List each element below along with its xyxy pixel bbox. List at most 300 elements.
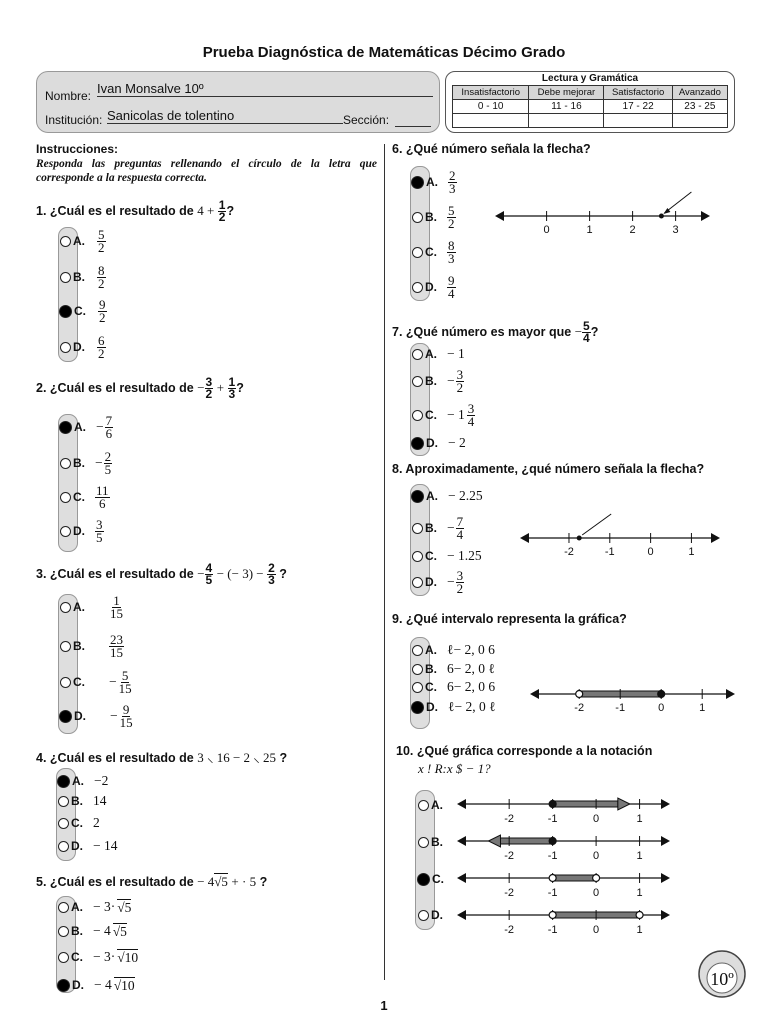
score-cell[interactable] [604,114,672,128]
numerator: 8 [98,262,105,278]
denominator: 15 [119,714,133,730]
denominator: 2 [448,215,455,231]
option-radical: √10 [117,949,139,965]
tick-label: 1 [688,546,695,558]
option-letter: B. [425,210,437,224]
option-letter: D. [72,978,84,992]
answer-option[interactable] [412,202,456,231]
question-4 [36,748,287,766]
numerator: 9 [99,296,106,312]
answer-bubble[interactable] [412,682,423,693]
option-sign: − [109,674,117,689]
answer-bubble[interactable] [60,342,71,353]
answer-option[interactable] [60,412,113,441]
option-value [447,366,464,395]
question-10-notation [418,761,491,777]
answer-option[interactable] [412,513,464,542]
option-coefficient: − 3· [93,899,116,914]
math-sign: − [574,323,583,339]
option-number: ℓ− 2, 0 ℓ [448,699,496,714]
denominator: 3 [448,250,455,266]
interval-endpoint [593,875,600,882]
tick-label: -1 [547,813,558,825]
tick-label: -1 [547,887,558,899]
option-letter: B. [425,374,437,388]
option-letter: B. [425,521,437,535]
answer-option[interactable] [60,516,104,545]
answer-option[interactable] [418,905,453,925]
answer-option[interactable] [418,869,454,889]
option-fraction [118,667,133,696]
option-value [96,412,113,441]
axis-arrow-left [457,836,466,846]
interval-endpoint [549,838,556,845]
option-value [447,272,456,301]
answer-bubble[interactable] [411,701,424,714]
option-letter: C. [425,245,437,259]
question-suffix: ? [279,566,287,581]
option-value [95,482,110,511]
answer-option[interactable] [412,697,496,717]
option-letter: D. [425,575,437,589]
numerator: 3 [467,400,475,416]
axis-arrow-right [726,689,735,699]
answer-option[interactable] [60,226,106,255]
answer-option[interactable] [412,677,495,697]
radicand: 5 [120,923,127,939]
option-letter: A. [73,234,85,248]
numerator: 23 [110,631,123,647]
option-letter: C. [425,680,437,694]
answer-bubble[interactable] [417,873,430,886]
answer-option[interactable] [58,771,108,791]
interval-band [553,875,596,881]
option-letter: D. [73,524,85,538]
option-letter: B. [73,456,85,470]
option-value [447,400,475,429]
page-number: 1 [380,998,388,1013]
option-coefficient: − 4 [94,977,112,992]
answer-option[interactable] [58,897,131,917]
answer-bubble[interactable] [60,236,71,247]
denominator: 3 [228,387,236,401]
answer-bubble[interactable] [412,664,423,675]
option-letter: D. [71,839,83,853]
answer-bubble[interactable] [60,677,71,688]
option-number: ℓ− 2, 0 6 [447,642,495,657]
tick-label: 1 [636,813,643,825]
tick-label: -2 [504,924,515,936]
option-value [447,661,495,677]
math-expression: 4 + [197,202,215,218]
answer-bubble[interactable] [59,305,72,318]
tick-label: 0 [593,887,600,899]
answer-option[interactable] [60,592,124,621]
option-number: 2 [93,815,100,830]
option-fraction [97,332,106,361]
option-letter: D. [426,700,438,714]
answer-bubble[interactable] [412,645,423,656]
answer-bubble[interactable] [58,818,69,829]
numerator: 9 [448,272,455,288]
answer-bubble[interactable] [59,421,72,434]
answer-bubble[interactable] [411,437,424,450]
numerator: 5 [448,202,455,218]
answer-option[interactable] [58,791,107,811]
option-fraction [97,262,106,291]
answer-bubble[interactable] [58,841,69,852]
math-expression: 3 ⸜ 16 − 2 ⸜ 25 [197,750,277,765]
option-value [447,642,495,658]
option-value [447,346,465,362]
answer-bubble[interactable] [58,926,69,937]
option-letter: C. [73,675,85,689]
option-fraction [109,592,124,621]
answer-option[interactable] [412,167,457,196]
question-text: 7. ¿Qué número es mayor que [392,324,572,339]
option-value [98,296,107,325]
numerator: 4 [205,561,213,575]
option-number: − 1 [447,346,465,361]
answer-option[interactable] [60,296,107,325]
option-value [447,567,464,596]
numerator: 1 [218,198,226,212]
option-fraction [105,412,114,441]
option-fraction [456,567,465,596]
score-table-title: Lectura y Gramática [541,73,639,84]
score-range: 0 - 10 [453,100,529,114]
option-letter: A. [74,420,86,434]
question-suffix: ? [226,203,235,218]
tick-label: -2 [504,887,515,899]
interval-endpoint [636,912,643,919]
question-text: 3. ¿Cuál es el resultado de [36,566,194,581]
axis-arrow-left [457,873,466,883]
denominator: 5 [104,461,112,477]
option-fraction [95,482,110,511]
math-sign: − [197,379,205,395]
axis-arrow-right [661,836,670,846]
numerator: 2 [449,167,456,183]
option-letter: C. [432,872,444,886]
numerator: 2 [104,448,112,464]
numerator: 5 [583,319,590,333]
question-suffix: ? [590,324,599,339]
tick-label: 0 [658,702,665,714]
number-line-q6 [490,186,715,241]
tick-label: 0 [593,924,600,936]
option-letter: A. [426,175,438,189]
tick-label: 1 [699,702,706,714]
answer-bubble[interactable] [418,800,429,811]
answer-bubble[interactable] [58,796,69,807]
score-grid [452,85,728,128]
answer-bubble[interactable] [412,349,423,360]
answer-option[interactable] [412,567,464,596]
answer-bubble[interactable] [412,282,423,293]
score-cell[interactable] [453,114,529,128]
option-letter: D. [425,280,437,294]
answer-option[interactable] [60,262,106,291]
answer-option[interactable] [412,344,465,364]
section-field[interactable] [395,112,431,127]
option-letter: A. [431,798,443,812]
numerator: 1 [113,592,120,608]
answer-option[interactable] [418,795,453,815]
option-fraction [447,272,456,301]
answer-option[interactable] [58,836,118,856]
question-text: 4. ¿Cuál es el resultado de [36,751,194,765]
answer-bubble[interactable] [60,272,71,283]
answer-bubble[interactable] [60,458,71,469]
option-letter: D. [426,436,438,450]
axis-arrow-left [530,689,539,699]
interval-endpoint [549,801,556,808]
institution-field[interactable]: Sanicolas de tolentino [107,108,343,124]
option-letter: C. [73,490,85,504]
interval-band [553,801,618,807]
answer-option[interactable] [58,921,127,941]
option-letter: A. [73,600,85,614]
numerator: 5 [121,667,129,683]
option-radical: √5 [117,899,132,915]
numerator: 3 [456,567,464,583]
numerator: 3 [96,516,103,532]
numerator: 9 [122,701,130,717]
answer-option[interactable] [412,659,495,679]
tick-label: -2 [504,813,515,825]
answer-bubble[interactable] [412,523,423,534]
answer-option[interactable] [60,448,112,477]
answer-option[interactable] [60,667,133,696]
option-value [97,332,106,361]
answer-bubble[interactable] [412,376,423,387]
answer-option[interactable] [58,813,100,833]
option-number: − 1.25 [447,548,482,563]
denominator: 4 [456,526,464,542]
answer-option[interactable] [412,366,464,395]
answer-option[interactable] [412,486,483,506]
option-number: − 2.25 [448,488,483,503]
answer-bubble[interactable] [418,837,429,848]
number-line-q9 [525,680,740,715]
answer-bubble[interactable] [58,902,69,913]
math-expression: − (− 3) − [216,565,264,581]
option-radical: √10 [113,977,135,993]
question-suffix: ? [279,751,288,765]
option-fraction [467,400,476,429]
numerator: 3 [205,375,213,389]
pointer-arrow [582,514,611,535]
option-value [109,592,124,621]
question-8: 8. Aproximadamente, ¿qué número señala la flecha? [392,462,705,476]
answer-bubble[interactable] [60,641,71,652]
score-range: 23 - 25 [672,100,727,114]
answer-option[interactable] [418,832,453,852]
option-fraction [447,202,456,231]
answer-bubble[interactable] [412,410,423,421]
axis-arrow-right [701,211,710,221]
option-whole: − 1 [447,407,465,422]
numerator: 5 [98,226,105,242]
option-fraction [104,448,113,477]
score-cell[interactable] [672,114,727,128]
question-suffix: ? [236,380,244,395]
answer-bubble[interactable] [412,577,423,588]
score-range: 17 - 22 [604,100,672,114]
answer-option[interactable] [60,332,106,361]
marked-point [577,536,582,541]
tick-label: 1 [636,924,643,936]
numerator: 8 [448,237,455,253]
option-value [93,793,107,809]
tick-label: -2 [564,546,574,558]
score-cell[interactable] [529,114,604,128]
option-value [93,949,138,966]
answer-bubble[interactable] [57,979,70,992]
tick-label: 1 [586,224,593,236]
option-value [97,226,106,255]
answer-option[interactable] [412,640,495,660]
question-1 [36,200,234,223]
answer-option[interactable] [412,272,456,301]
answer-bubble[interactable] [411,490,424,503]
answer-bubble[interactable] [412,212,423,223]
option-letter: D. [73,340,85,354]
option-value [93,923,127,940]
option-value [109,631,124,660]
denominator: 5 [96,529,103,545]
numerator: 11 [96,482,109,498]
tick-label: -2 [504,850,515,862]
interval-arrow [618,798,630,810]
option-letter: A. [426,489,438,503]
option-letter: B. [425,662,437,676]
option-value [448,699,496,715]
tick-label: 0 [593,850,600,862]
answer-bubble[interactable] [412,551,423,562]
numerator: 7 [456,513,464,529]
option-letter: A. [425,643,437,657]
answer-bubble[interactable] [60,492,71,503]
denominator: 5 [205,573,213,587]
instructions-heading: Instrucciones: [36,142,119,156]
answer-option[interactable] [412,400,475,429]
option-value [94,977,135,994]
question-text: 1. ¿Cuál es el resultado de [36,203,194,218]
denominator: 2 [456,379,464,395]
interval-endpoint-left [576,691,583,698]
option-fraction [447,237,456,266]
math-operator: + [216,379,225,395]
math-sign: − [197,565,205,581]
grade-badge [697,949,747,999]
answer-option[interactable] [58,975,135,995]
name-field[interactable]: Ivan Monsalve 10º [97,81,433,97]
set-notation: x ! R:x $ − 1? [418,761,491,776]
denominator: 15 [110,644,123,660]
option-fraction [95,516,104,545]
option-letter: A. [425,347,437,361]
tick-label: 0 [543,224,550,236]
denominator: 2 [98,275,105,291]
option-letter: C. [425,408,437,422]
option-coefficient: − 3· [93,949,116,964]
tick-label: 0 [593,813,600,825]
answer-bubble[interactable] [59,710,72,723]
option-value [94,773,108,789]
answer-bubble[interactable] [60,526,71,537]
option-fraction [456,366,465,395]
number-line-q8 [515,510,725,560]
numerator: 3 [456,366,464,382]
answer-bubble[interactable] [411,176,424,189]
tick-label: -2 [574,702,585,714]
answer-bubble[interactable] [58,952,69,963]
interval-band [500,838,552,844]
interval-arrow [488,835,500,847]
option-letter: B. [71,924,83,938]
score-header: Insatisfactorio [453,86,529,100]
option-letter: A. [72,774,84,788]
answer-option[interactable] [412,546,482,566]
axis-arrow-right [711,533,720,543]
instructions-text: Responda las preguntas rellenando el círculo de la letra que corresponde a la respuesta correcta. [36,158,377,184]
score-header: Satisfactorio [604,86,672,100]
option-number: 14 [93,793,107,808]
option-sign: − [447,520,455,535]
option-letter: B. [73,639,85,653]
denominator: 2 [456,580,464,596]
radicand: 10 [124,949,139,965]
score-table [445,71,735,133]
answer-bubble[interactable] [57,775,70,788]
question-2 [36,377,244,400]
tick-label: 1 [636,887,643,899]
answer-option[interactable] [412,433,466,453]
option-letter: B. [73,270,85,284]
option-sign: − [447,373,455,388]
answer-bubble[interactable] [412,247,423,258]
answer-option[interactable] [58,947,138,967]
tick-label: -1 [547,924,558,936]
option-value [447,237,456,266]
denominator: 4 [467,413,475,429]
answer-option[interactable] [60,482,110,511]
option-value [97,262,106,291]
page-title: Prueba Diagnóstica de Matemáticas Décimo Grado [202,44,566,61]
tick-label: -1 [547,850,558,862]
answer-option[interactable] [60,631,124,660]
answer-bubble[interactable] [418,910,429,921]
answer-bubble[interactable] [60,602,71,613]
denominator: 6 [105,425,113,441]
option-letter: C. [71,950,83,964]
option-coefficient: − 4 [93,923,111,938]
badge-label: 10º [710,969,734,989]
option-value [447,513,464,542]
section-label: Sección: [343,113,390,127]
denominator: 3 [449,180,456,196]
answer-option[interactable] [412,237,456,266]
denominator: 6 [99,495,106,511]
option-number: 6− 2, 0 6 [447,679,496,694]
option-value [447,548,482,564]
option-value [109,667,133,696]
answer-option[interactable] [60,701,134,730]
option-fraction [456,513,465,542]
denominator: 15 [118,680,132,696]
